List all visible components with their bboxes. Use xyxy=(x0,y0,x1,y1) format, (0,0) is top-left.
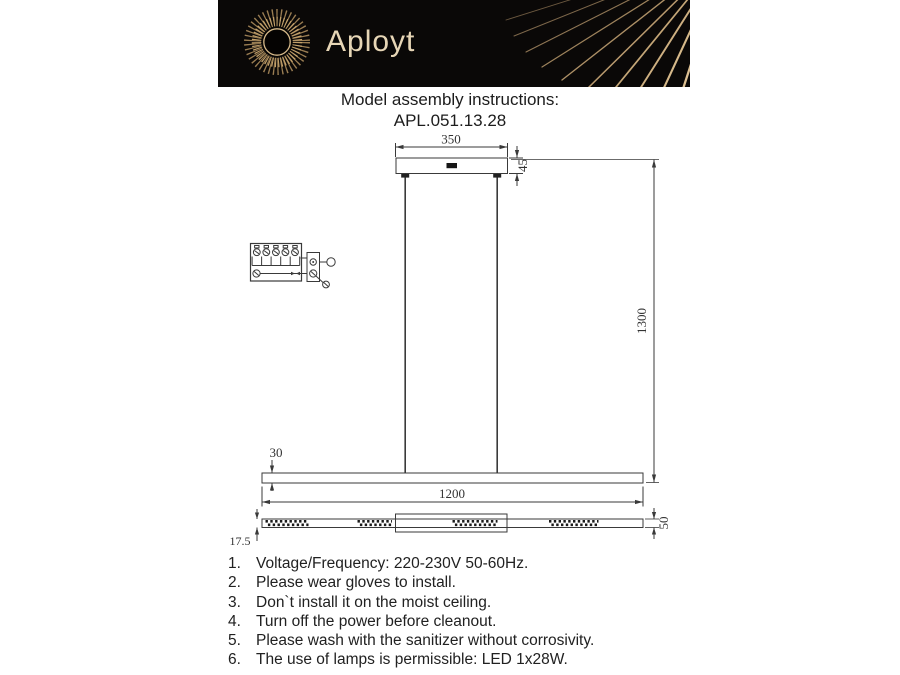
light-bar-front-view xyxy=(262,473,643,483)
terminal-block-detail xyxy=(251,244,336,288)
decorative-rays-icon xyxy=(218,0,690,87)
title-block xyxy=(0,89,900,131)
instruction-number: 4. xyxy=(228,612,241,630)
assembly-diagram xyxy=(220,135,685,560)
dim-profile-depth-label: 17.5 xyxy=(229,534,251,548)
instruction-text: Turn off the power before cleanout. xyxy=(256,612,497,630)
dim-bottom-width-label: 50 xyxy=(656,516,671,530)
light-bar-bottom-view xyxy=(262,514,643,532)
instruction-text: Don`t install it on the moist ceiling. xyxy=(256,593,492,611)
dim-profile-depth xyxy=(255,509,259,541)
instruction-list xyxy=(228,554,788,670)
instruction-text: The use of lamps is permissible: LED 1x28W. xyxy=(256,651,568,669)
instruction-text: Please wear gloves to install. xyxy=(256,574,456,592)
instruction-number: 5. xyxy=(228,632,241,650)
instruction-item xyxy=(228,573,788,592)
brand-name: Aployt xyxy=(326,25,416,58)
dim-bar-height-label: 30 xyxy=(269,445,283,460)
instruction-text: Please wash with the sanitizer without corrosivity. xyxy=(256,632,595,650)
page-title: Model assembly instructions: xyxy=(340,90,560,109)
instruction-item xyxy=(228,612,788,631)
instruction-item xyxy=(228,593,788,612)
dim-suspension-height-label: 1300 xyxy=(634,308,649,334)
brand-banner xyxy=(218,0,690,87)
instruction-item xyxy=(228,631,788,650)
instruction-text: Voltage/Frequency: 220-230V 50-60Hz. xyxy=(256,555,529,572)
instruction-number: 3. xyxy=(228,593,241,611)
dim-canopy-width-label: 350 xyxy=(441,135,461,147)
instruction-item xyxy=(228,554,788,573)
canopy-front-view xyxy=(396,158,508,178)
instruction-number: 2. xyxy=(228,574,241,592)
instruction-number: 1. xyxy=(228,555,241,572)
model-number: APL.051.13.28 xyxy=(393,111,507,130)
suspension-rods xyxy=(405,178,497,474)
instruction-number: 6. xyxy=(228,651,241,669)
dim-canopy-height-label: 45 xyxy=(515,159,530,172)
instruction-item xyxy=(228,650,788,669)
dim-bar-length-label: 1200 xyxy=(439,486,465,501)
